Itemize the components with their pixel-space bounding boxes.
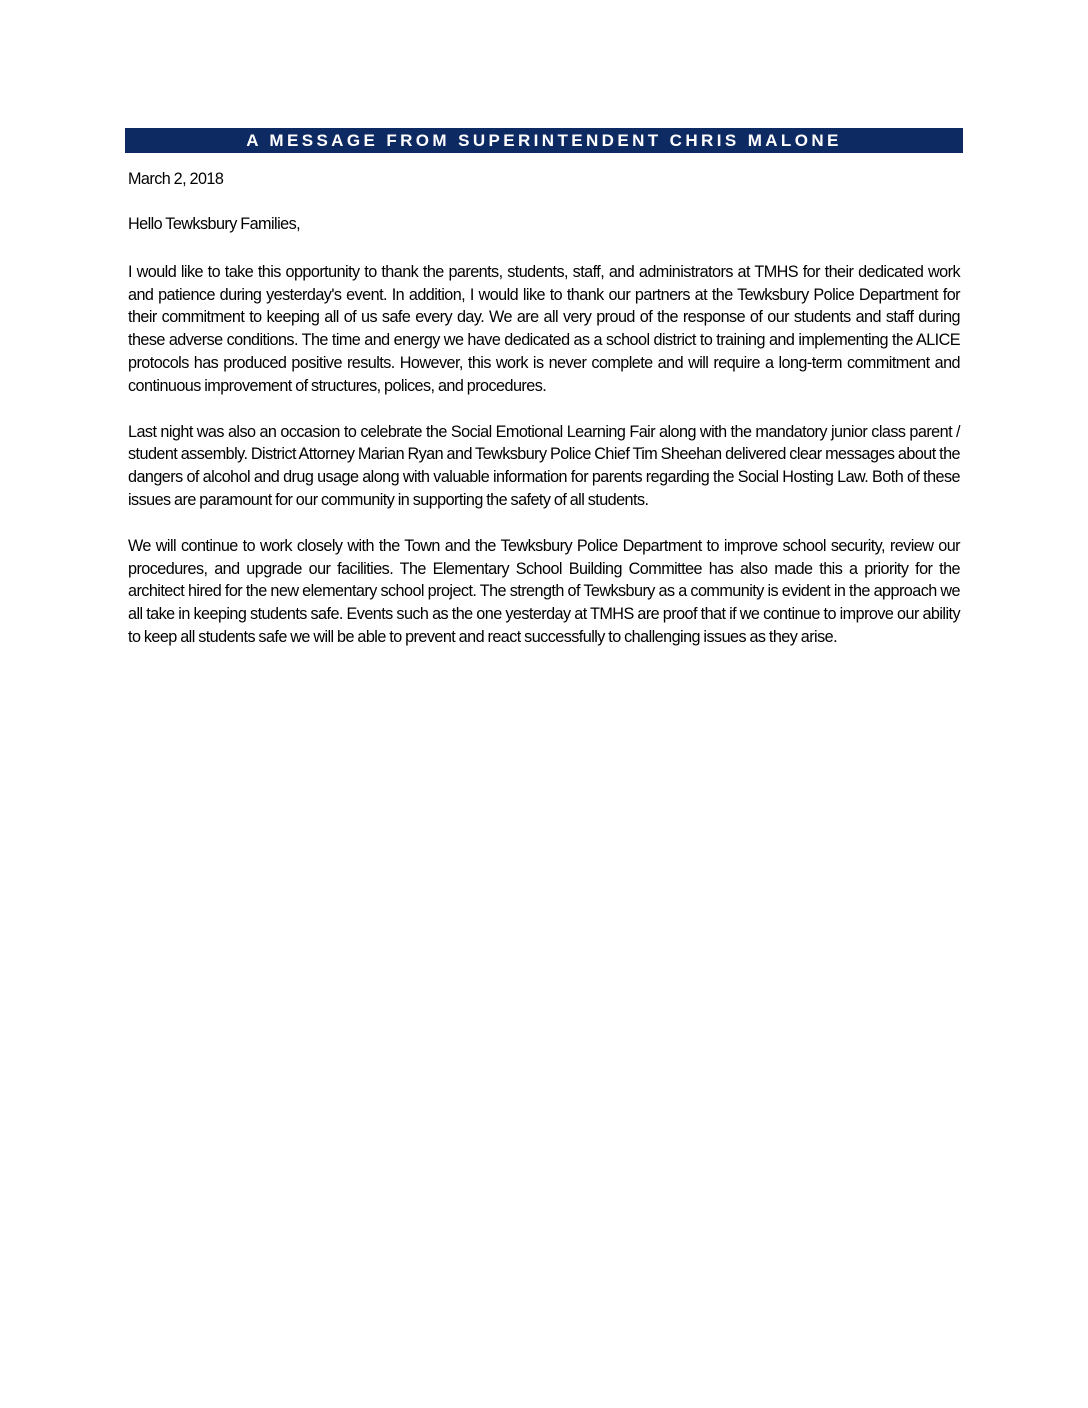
banner-title: A MESSAGE FROM SUPERINTENDENT CHRIS MALONE bbox=[125, 128, 963, 153]
paragraph-sel-fair: Last night was also an occasion to celebrate the Social Emotional Learning Fair along with the mandatory junior class parent / student assembly. District Attorney Marian Ryan and Tewksbury Police Chief Tim Sheehan delivered clear messages about the dangers of alcohol and drug usage along with valuable information for parents regarding the Social Hosting Law. Both of these issues are paramount for our community in supporting the safety of all students. bbox=[128, 422, 960, 509]
letter-greeting: Hello Tewksbury Families, bbox=[128, 215, 301, 233]
paragraph-security: We will continue to work closely with the Town and the Tewksbury Police Department to improve school security, review our procedures, and upgrade our facilities. The Elementary School Building Committee has also made this a priority for the architect hired for the new elementary school project. The strength of Tewksbury as a community is evident in the approach we all take in keeping students safe. Events such as the one yesterday at TMHS are proof that if we continue to improve our ability to keep all students safe we will be able to prevent and react successfully to challenging issues as they arise. bbox=[128, 536, 960, 646]
paragraph-thanks: I would like to take this opportunity to thank the parents, students, staff, and administrators at TMHS for their dedicated work and patience during yesterday's event. In addition, I would like to thank our partners at the Tewksbury Police Department for their commitment to keeping all of us safe every day. We are all very proud of the response of our students and staff during these adverse conditions. The time and energy we have dedicated as a school district to training and implementing the ALICE protocols has produced positive results. However, this work is never complete and will require a long-term commitment and continuous improvement of structures, polices, and procedures. bbox=[128, 262, 960, 395]
letter-date: March 2, 2018 bbox=[128, 170, 224, 188]
letter-body bbox=[128, 168, 960, 649]
